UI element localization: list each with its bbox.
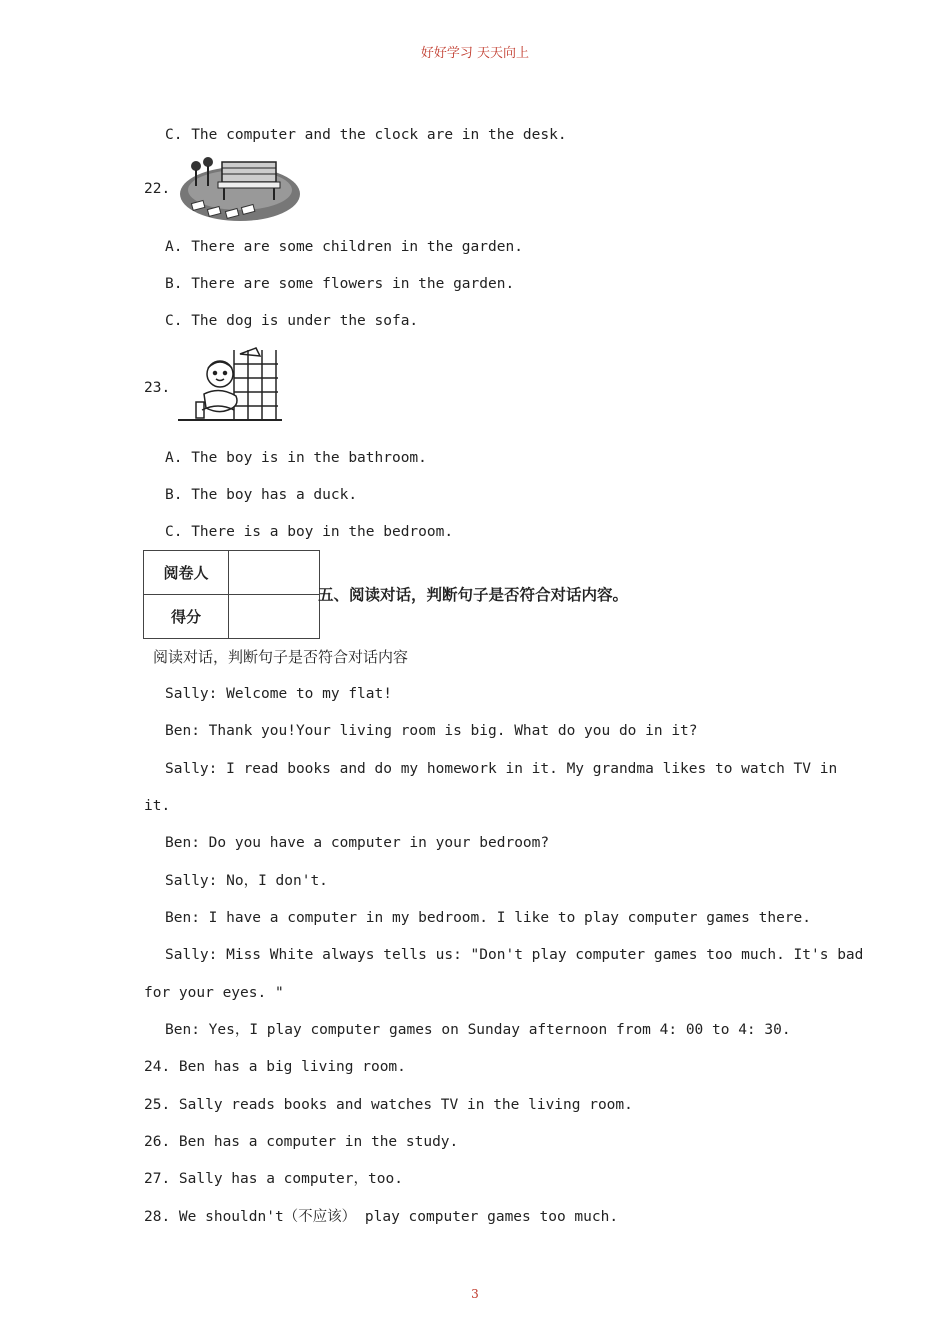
section-5-title: 五、阅读对话，判断句子是否符合对话内容。: [318, 586, 629, 604]
statement-item: 24. Ben has a big living room.: [144, 1059, 406, 1075]
q23-option-c: C. There is a boy in the bedroom.: [165, 524, 454, 540]
q22-option-c: C. The dog is under the sofa.: [165, 313, 419, 329]
reviewer-cell: [229, 551, 320, 595]
dialogue-line: Ben: Do you have a computer in your bedroom?: [165, 835, 550, 851]
boy-bathing-illustration: [178, 346, 282, 424]
statement-item: 27. Sally has a computer，too.: [144, 1171, 403, 1187]
reviewer-label: 阅卷人: [144, 551, 229, 595]
dialogue-line: Sally: I read books and do my homework in it. My grandma likes to watch TV in: [165, 761, 838, 777]
dialogue-line: Ben: I have a computer in my bedroom. I like to play computer games there.: [165, 910, 812, 926]
page-header: 好好学习 天天向上: [420, 46, 530, 61]
q22-option-a: A. There are some children in the garden.: [165, 239, 523, 255]
statement-item: 26. Ben has a computer in the study.: [144, 1134, 459, 1150]
q21-option-c: C. The computer and the clock are in the desk.: [165, 127, 567, 143]
dialogue-line: Sally: Miss White always tells us: "Don't play computer games too much. It's bad: [165, 947, 864, 963]
q22-option-b: B. There are some flowers in the garden.: [165, 276, 515, 292]
statement-item: 28. We shouldn't（不应该） play computer games too much.: [144, 1209, 619, 1225]
section-5-intro: 阅读对话，判断句子是否符合对话内容: [153, 648, 409, 666]
dialogue-line: Sally: Welcome to my flat!: [165, 686, 392, 702]
q23-option-a: A. The boy is in the bathroom.: [165, 450, 427, 466]
q23-number: 23.: [144, 380, 171, 396]
dialogue-line: Sally: No，I don't.: [165, 873, 328, 889]
dialogue-line: Ben: Thank you!Your living room is big. What do you do in it?: [165, 723, 698, 739]
q22-number: 22.: [144, 181, 171, 197]
statement-item: 25. Sally reads books and watches TV in the living room.: [144, 1097, 633, 1113]
garden-bench-illustration: [178, 152, 302, 224]
dialogue-line: Ben: Yes，I play computer games on Sunday afternoon from 4: 00 to 4: 30.: [165, 1022, 791, 1038]
score-table: [143, 550, 320, 639]
q23-option-b: B. The boy has a duck.: [165, 487, 358, 503]
page-number: 3: [471, 1287, 479, 1301]
dialogue-line: for your eyes. ": [144, 985, 284, 1001]
score-label: 得分: [144, 595, 229, 639]
score-cell: [229, 595, 320, 639]
dialogue-line: it.: [144, 798, 171, 814]
